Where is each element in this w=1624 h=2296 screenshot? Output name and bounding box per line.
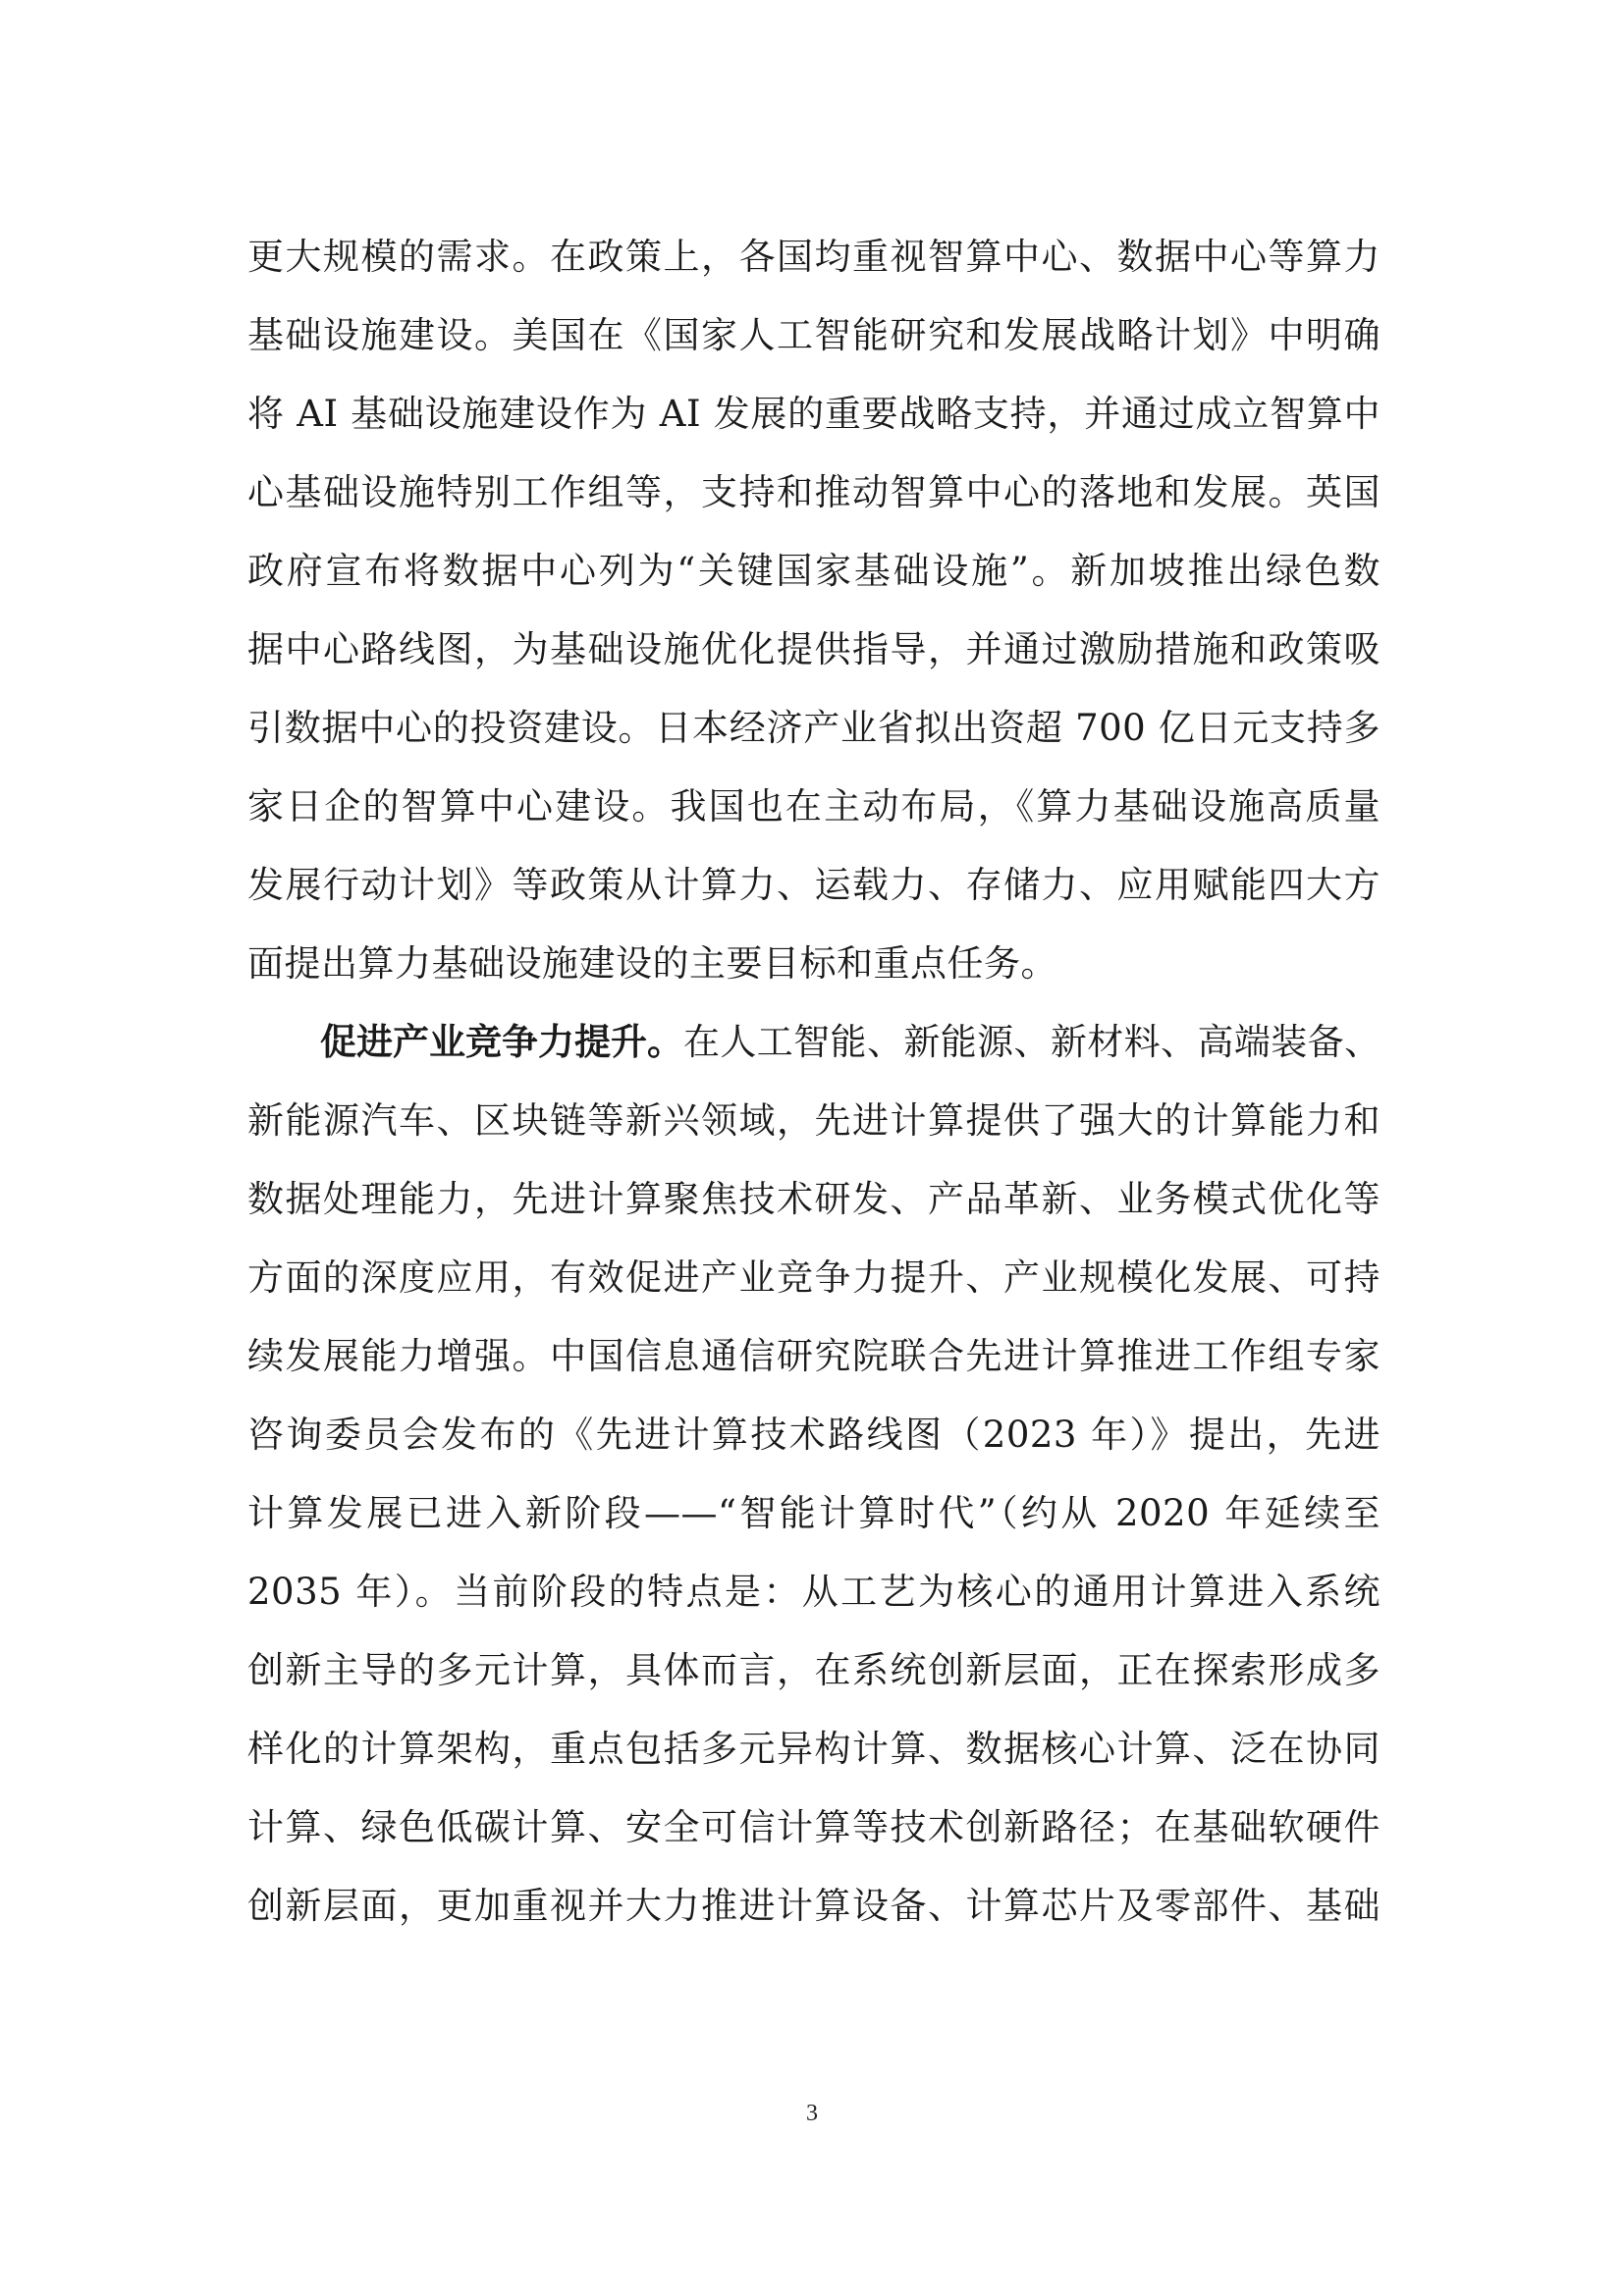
- text-line: 更大规模的需求。在政策上，各国均重视智算中心、数据中心等算力: [247, 236, 1380, 278]
- text-line: 新能源汽车、区块链等新兴领域，先进计算提供了强大的计算能力和: [247, 1099, 1380, 1142]
- paragraph-policy: [247, 218, 1380, 1003]
- text-line: 样化的计算架构，重点包括多元异构计算、数据核心计算、泛在协同: [247, 1728, 1380, 1770]
- text-line: 将 AI 基础设施建设作为 AI 发展的重要战略支持，并通过成立智算中: [247, 393, 1380, 435]
- text-line: 面提出算力基础设施建设的主要目标和重点任务。: [247, 942, 1057, 985]
- text-line: 发展行动计划》等政策从计算力、运载力、存储力、应用赋能四大方: [247, 864, 1380, 906]
- text-line: 计算、绿色低碳计算、安全可信计算等技术创新路径；在基础软硬件: [247, 1806, 1380, 1848]
- text-line: 创新层面，更加重视并大力推进计算设备、计算芯片及零部件、基础: [247, 1885, 1380, 1927]
- text-line: 政府宣布将数据中心列为“关键国家基础设施”。新加坡推出绿色数: [247, 550, 1380, 592]
- text-line: 引数据中心的投资建设。日本经济产业省拟出资超 700 亿日元支持多: [247, 707, 1380, 749]
- text-line: 在人工智能、新能源、新材料、高端装备、: [683, 1021, 1380, 1063]
- text-line: 咨询委员会发布的《先进计算技术路线图（2023 年）》提出，先进: [247, 1414, 1380, 1456]
- text-line: 方面的深度应用，有效促进产业竞争力提升、产业规模化发展、可持: [247, 1256, 1380, 1299]
- page-number: 3: [806, 2101, 818, 2126]
- text-line: 据中心路线图，为基础设施优化提供指导，并通过激励措施和政策吸: [247, 628, 1380, 670]
- paragraph-heading: 促进产业竞争力提升。: [320, 1021, 683, 1063]
- text-line: 2035 年）。当前阶段的特点是：从工艺为核心的通用计算进入系统: [247, 1571, 1380, 1613]
- paragraph-competitiveness: [247, 1003, 1380, 1946]
- text-line: 家日企的智算中心建设。我国也在主动布局，《算力基础设施高质量: [247, 785, 1380, 828]
- text-line: 续发展能力增强。中国信息通信研究院联合先进计算推进工作组专家: [247, 1335, 1380, 1377]
- text-line: 数据处理能力，先进计算聚焦技术研发、产品革新、业务模式优化等: [247, 1178, 1380, 1220]
- paragraph-first-line: [247, 1003, 1380, 1082]
- text-line: 计算发展已进入新阶段——“智能计算时代”（约从 2020 年延续至: [247, 1492, 1380, 1534]
- text-line: 心基础设施特别工作组等，支持和推动智算中心的落地和发展。英国: [247, 471, 1380, 513]
- text-line: 基础设施建设。美国在《国家人工智能研究和发展战略计划》中明确: [247, 314, 1380, 356]
- text-line: 创新主导的多元计算，具体而言，在系统创新层面，正在探索形成多: [247, 1649, 1380, 1691]
- body-text: [247, 218, 1380, 1946]
